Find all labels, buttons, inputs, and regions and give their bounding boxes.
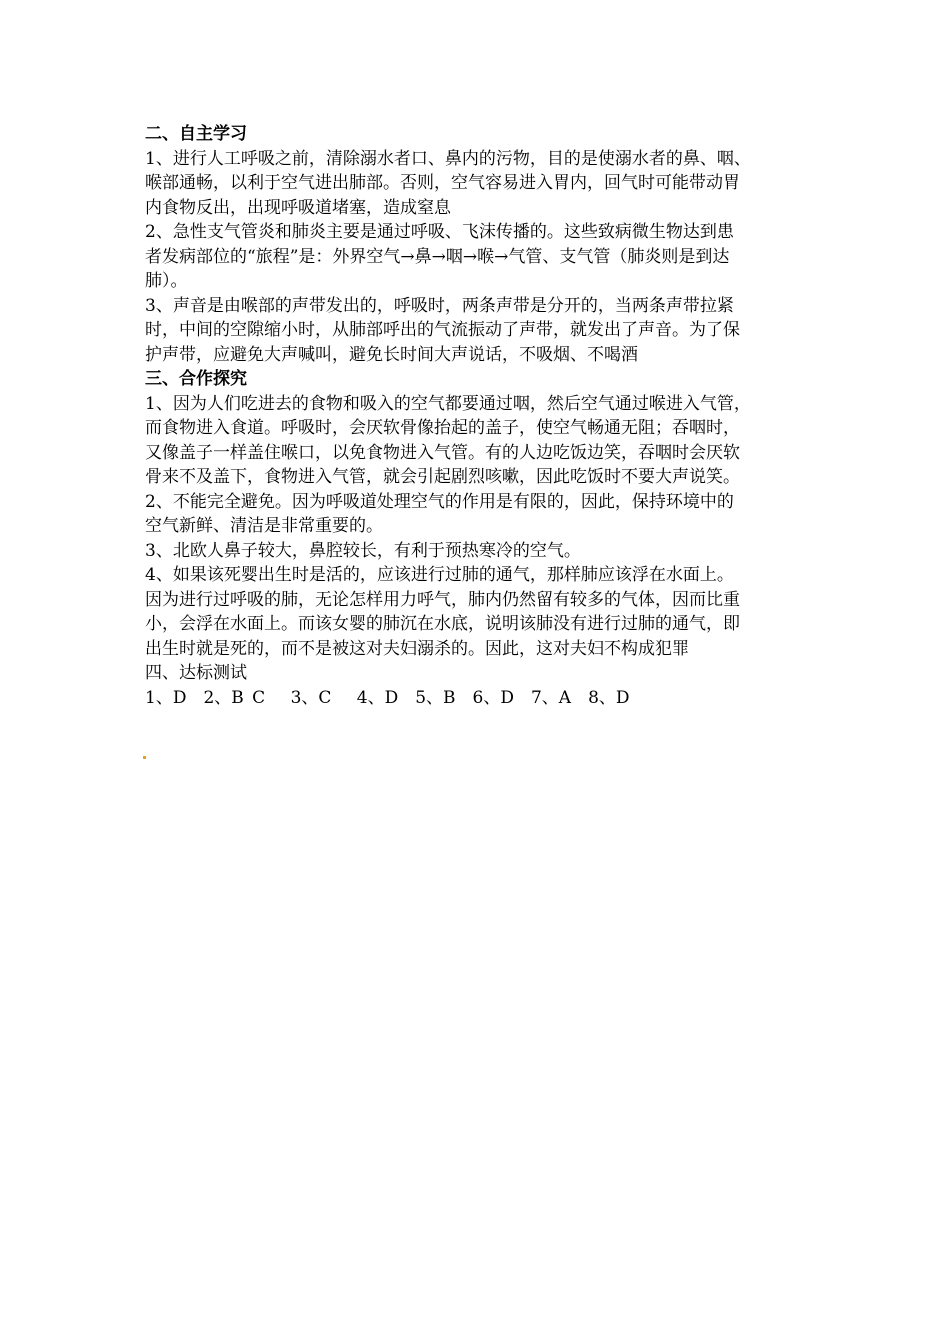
paragraph-line: 4、如果该死婴出生时是活的，应该进行过肺的通气，那样肺应该浮在水面上。 bbox=[145, 565, 734, 585]
paragraph-line: 而食物进入食道。呼吸时，会厌软骨像抬起的盖子，使空气畅通无阻；吞咽时， bbox=[145, 418, 740, 438]
paragraph-line: 3、声音是由喉部的声带发出的，呼吸时，两条声带是分开的，当两条声带拉紧 bbox=[145, 295, 734, 316]
paragraph-line: 又像盖子一样盖住喉口，以免食物进入气管。有的人边吃饭边笑，吞咽时会厌软 bbox=[145, 442, 740, 463]
paragraph-line: 空气新鲜、清洁是非常重要的。 bbox=[145, 516, 383, 536]
paragraph-line: 小，会浮在水面上。而该女婴的肺沉在水底，说明该肺没有进行过肺的通气，即 bbox=[145, 614, 740, 634]
paragraph-line: 1、因为人们吃进去的食物和吸入的空气都要通过咽，然后空气通过喉进入气管， bbox=[145, 393, 751, 414]
paragraph-line: 因为进行过呼吸的肺，无论怎样用力呼气，肺内仍然留有较多的气体，因而比重 bbox=[145, 589, 740, 610]
paragraph-line: 者发病部位的“旅程”是：外界空气→鼻→咽→喉→气管、支气管（肺炎则是到达 bbox=[145, 246, 730, 267]
paragraph-line: 2、不能完全避免。因为呼吸道处理空气的作用是有限的，因此，保持环境中的 bbox=[145, 491, 734, 512]
document-body bbox=[145, 122, 815, 710]
answer-key: 1、D 2、B C 3、C 4、D 5、B 6、D 7、A 8、D bbox=[145, 687, 630, 708]
paragraph-line: 喉部通畅，以利于空气进出肺部。否则，空气容易进入胃内，回气时可能带动胃 bbox=[145, 173, 740, 193]
section-heading-self-study: 二、自主学习 bbox=[145, 124, 247, 144]
paragraph-line: 肺）。 bbox=[145, 271, 188, 291]
paragraph-line: 2、急性支气管炎和肺炎主要是通过呼吸、飞沫传播的。这些致病微生物达到患 bbox=[145, 222, 734, 242]
section-heading-cooperative-inquiry: 三、合作探究 bbox=[145, 369, 247, 389]
paragraph-line: 时，中间的空隙缩小时，从肺部呼出的气流振动了声带，就发出了声音。为了保 bbox=[145, 320, 740, 340]
paragraph-line: 内食物反出，出现呼吸道堵塞，造成窒息 bbox=[145, 197, 451, 218]
paragraph-line: 1、进行人工呼吸之前，清除溺水者口、鼻内的污物，目的是使溺水者的鼻、咽、 bbox=[145, 148, 751, 169]
section-heading-test: 四、达标测试 bbox=[145, 663, 247, 683]
paragraph-line: 骨来不及盖下，食物进入气管，就会引起剧烈咳嗽，因此吃饭时不要大声说笑。 bbox=[145, 467, 740, 487]
paragraph-line: 护声带，应避免大声喊叫，避免长时间大声说话，不吸烟、不喝酒 bbox=[145, 344, 638, 365]
paragraph-line: 3、北欧人鼻子较大，鼻腔较长，有利于预热寒冷的空气。 bbox=[145, 540, 581, 561]
paragraph-line: 出生时就是死的，而不是被这对夫妇溺杀的。因此，这对夫妇不构成犯罪 bbox=[145, 638, 689, 659]
stray-dot-mark bbox=[143, 756, 146, 759]
